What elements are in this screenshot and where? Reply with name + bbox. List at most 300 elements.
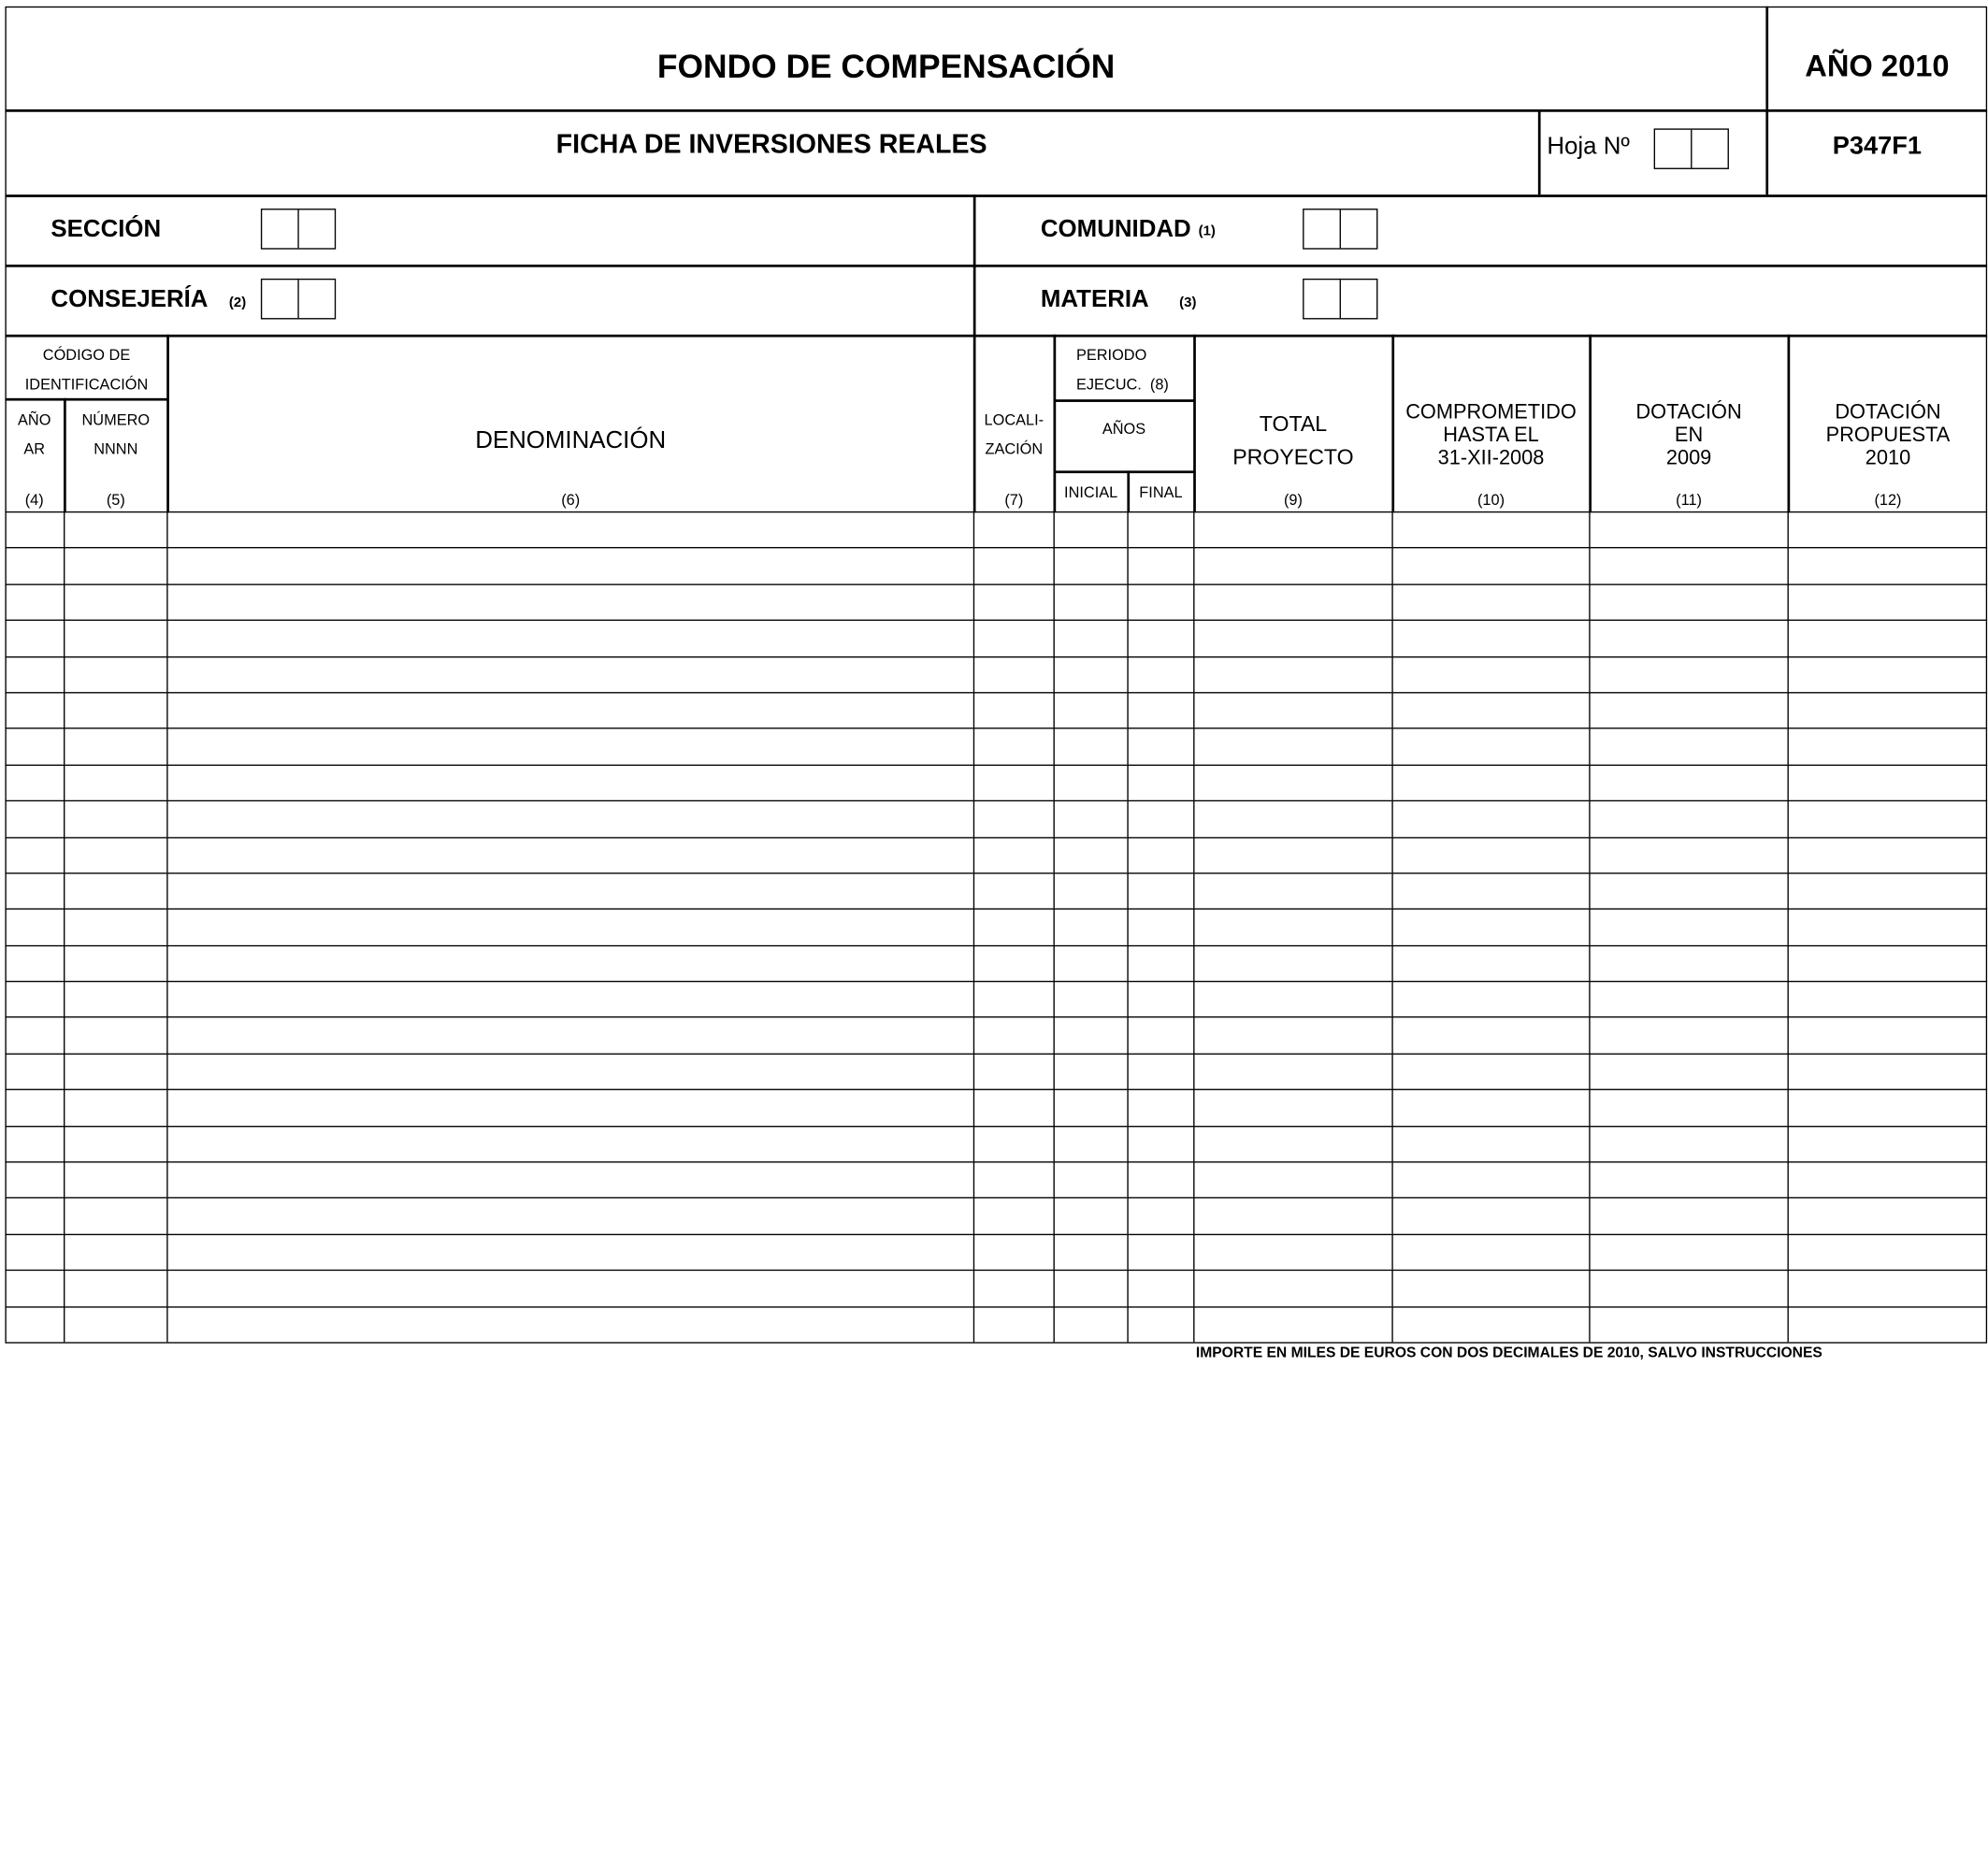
materia-field[interactable]	[1303, 279, 1377, 320]
cell-comprometido[interactable]	[1391, 548, 1589, 584]
cell-ano[interactable]	[5, 1017, 64, 1054]
cell-final[interactable]	[1127, 655, 1193, 692]
cell-ano[interactable]	[5, 1161, 64, 1198]
cell-ano[interactable]	[5, 692, 64, 728]
table-row	[5, 872, 1987, 909]
cell-comprometido[interactable]	[1391, 1198, 1589, 1234]
cell-denominacion[interactable]	[166, 1198, 973, 1234]
divider	[5, 335, 1987, 337]
cell-inicial[interactable]	[1053, 1126, 1127, 1162]
cell-denominacion[interactable]	[166, 1126, 973, 1162]
cell-numero[interactable]	[64, 909, 166, 945]
seccion-label: SECCIÓN	[50, 216, 162, 243]
cell-total[interactable]	[1193, 1161, 1391, 1198]
form-code: P347F1	[1832, 132, 1923, 161]
cell-denominacion[interactable]	[166, 1089, 973, 1126]
cell-dotacion[interactable]	[1589, 548, 1787, 584]
cell-total[interactable]	[1193, 1233, 1391, 1270]
cell-localizacion[interactable]	[973, 1053, 1054, 1089]
periodo-header-1: PERIODO	[1075, 346, 1147, 365]
cell-localizacion[interactable]	[973, 909, 1054, 945]
cell-numero[interactable]	[64, 692, 166, 728]
cell-ano[interactable]	[5, 872, 64, 909]
cell-inicial[interactable]	[1053, 728, 1127, 765]
cell-propuesta[interactable]	[1788, 1161, 1988, 1198]
cell-inicial[interactable]	[1053, 1270, 1127, 1306]
cell-dotacion[interactable]	[1589, 1126, 1787, 1162]
cell-localizacion[interactable]	[973, 872, 1054, 909]
cell-localizacion[interactable]	[973, 583, 1054, 620]
cell-final[interactable]	[1127, 872, 1193, 909]
ano-header-2: AR	[23, 439, 46, 458]
cell-denominacion[interactable]	[166, 1053, 973, 1089]
table-row	[5, 1017, 1987, 1054]
cell-numero[interactable]	[64, 1198, 166, 1234]
table-row	[5, 1306, 1987, 1343]
cell-numero[interactable]	[64, 1161, 166, 1198]
localizacion-header-2: ZACIÓN	[985, 439, 1044, 458]
cell-propuesta[interactable]	[1788, 1089, 1988, 1126]
cell-total[interactable]	[1193, 548, 1391, 584]
cell-localizacion[interactable]	[973, 548, 1054, 584]
ano-ref: (4)	[24, 491, 44, 510]
cell-total[interactable]	[1193, 909, 1391, 945]
cell-ano[interactable]	[5, 548, 64, 584]
cell-dotacion[interactable]	[1589, 981, 1787, 1017]
cell-denominacion[interactable]	[166, 837, 973, 873]
cell-final[interactable]	[1127, 1306, 1193, 1343]
divider	[5, 265, 1987, 266]
consejeria-label: CONSEJERÍA	[50, 286, 209, 313]
cell-final[interactable]	[1127, 583, 1193, 620]
cell-localizacion[interactable]	[973, 1126, 1054, 1162]
cell-numero[interactable]	[64, 764, 166, 800]
cell-comprometido[interactable]	[1391, 511, 1589, 548]
cell-comprometido[interactable]	[1391, 872, 1589, 909]
cell-final[interactable]	[1127, 1270, 1193, 1306]
table-row	[5, 511, 1987, 548]
table-row	[5, 1053, 1987, 1089]
table-row	[5, 837, 1987, 873]
cell-ano[interactable]	[5, 981, 64, 1017]
cell-propuesta[interactable]	[1788, 764, 1988, 800]
cell-dotacion[interactable]	[1589, 1017, 1787, 1054]
cell-propuesta[interactable]	[1788, 1053, 1988, 1089]
cell-final[interactable]	[1127, 511, 1193, 548]
cell-comprometido[interactable]	[1391, 944, 1589, 981]
cell-localizacion[interactable]	[973, 1198, 1054, 1234]
cell-total[interactable]	[1193, 800, 1391, 837]
cell-final[interactable]	[1127, 1017, 1193, 1054]
cell-ano[interactable]	[5, 511, 64, 548]
cell-comprometido[interactable]	[1391, 620, 1589, 656]
table-row	[5, 620, 1987, 656]
comunidad-field[interactable]	[1303, 209, 1377, 250]
cell-inicial[interactable]	[1053, 655, 1127, 692]
cell-dotacion[interactable]	[1589, 583, 1787, 620]
cell-total[interactable]	[1193, 655, 1391, 692]
cell-dotacion[interactable]	[1589, 1161, 1787, 1198]
cell-total[interactable]	[1193, 1017, 1391, 1054]
cell-total[interactable]	[1193, 981, 1391, 1017]
cell-ano[interactable]	[5, 800, 64, 837]
cell-propuesta[interactable]	[1788, 1126, 1988, 1162]
cell-total[interactable]	[1193, 1089, 1391, 1126]
cell-propuesta[interactable]	[1788, 1270, 1988, 1306]
cell-numero[interactable]	[64, 548, 166, 584]
cell-ano[interactable]	[5, 909, 64, 945]
cell-numero[interactable]	[64, 1017, 166, 1054]
cell-numero[interactable]	[64, 1089, 166, 1126]
cell-comprometido[interactable]	[1391, 692, 1589, 728]
cell-comprometido[interactable]	[1391, 1306, 1589, 1343]
cell-inicial[interactable]	[1053, 692, 1127, 728]
cell-localizacion[interactable]	[973, 800, 1054, 837]
cell-propuesta[interactable]	[1788, 944, 1988, 981]
cell-inicial[interactable]	[1053, 872, 1127, 909]
cell-total[interactable]	[1193, 1306, 1391, 1343]
cell-propuesta[interactable]	[1788, 548, 1988, 584]
cell-dotacion[interactable]	[1589, 872, 1787, 909]
cell-localizacion[interactable]	[973, 511, 1054, 548]
numero-header-2: NNNN	[94, 439, 138, 458]
cell-propuesta[interactable]	[1788, 1306, 1988, 1343]
cell-comprometido[interactable]	[1391, 1270, 1589, 1306]
form-year: AÑO 2010	[1805, 50, 1950, 84]
cell-total[interactable]	[1193, 511, 1391, 548]
cell-inicial[interactable]	[1053, 1233, 1127, 1270]
cell-propuesta[interactable]	[1788, 655, 1988, 692]
cell-ano[interactable]	[5, 1053, 64, 1089]
cell-final[interactable]	[1127, 764, 1193, 800]
investment-table-body	[5, 511, 1987, 1342]
cell-inicial[interactable]	[1053, 583, 1127, 620]
table-row	[5, 1233, 1987, 1270]
cell-localizacion[interactable]	[973, 620, 1054, 656]
cell-total[interactable]	[1193, 837, 1391, 873]
cell-dotacion[interactable]	[1589, 764, 1787, 800]
cell-denominacion[interactable]	[166, 872, 973, 909]
cell-inicial[interactable]	[1053, 1161, 1127, 1198]
consejeria-ref: (2)	[228, 295, 247, 310]
cell-dotacion[interactable]	[1589, 1053, 1787, 1089]
cell-final[interactable]	[1127, 981, 1193, 1017]
cell-denominacion[interactable]	[166, 981, 973, 1017]
cell-localizacion[interactable]	[973, 1017, 1054, 1054]
cell-numero[interactable]	[64, 1053, 166, 1089]
cell-localizacion[interactable]	[973, 1233, 1054, 1270]
table-row	[5, 944, 1987, 981]
materia-ref: (3)	[1179, 295, 1197, 310]
cell-dotacion[interactable]	[1589, 944, 1787, 981]
cell-ano[interactable]	[5, 1233, 64, 1270]
divider	[1053, 470, 1194, 472]
cell-dotacion[interactable]	[1589, 1270, 1787, 1306]
cell-numero[interactable]	[64, 511, 166, 548]
cell-final[interactable]	[1127, 944, 1193, 981]
consejeria-field[interactable]	[261, 279, 336, 320]
cell-comprometido[interactable]	[1391, 728, 1589, 765]
cell-denominacion[interactable]	[166, 1017, 973, 1054]
cell-dotacion[interactable]	[1589, 800, 1787, 837]
cell-denominacion[interactable]	[166, 1161, 973, 1198]
cell-total[interactable]	[1193, 692, 1391, 728]
propuesta-header-1: DOTACIÓN	[1835, 401, 1941, 424]
table-row	[5, 800, 1987, 837]
divider	[1765, 7, 1767, 194]
cell-comprometido[interactable]	[1391, 800, 1589, 837]
propuesta-ref: (12)	[1874, 491, 1902, 510]
cell-propuesta[interactable]	[1788, 1198, 1988, 1234]
divider	[1053, 399, 1194, 401]
cell-ano[interactable]	[5, 1306, 64, 1343]
cell-propuesta[interactable]	[1788, 1017, 1988, 1054]
cell-propuesta[interactable]	[1788, 837, 1988, 873]
inicial-header: INICIAL	[1064, 482, 1118, 502]
divider	[5, 109, 1987, 111]
cell-inicial[interactable]	[1053, 981, 1127, 1017]
cell-denominacion[interactable]	[166, 728, 973, 765]
cell-localizacion[interactable]	[973, 655, 1054, 692]
cell-ano[interactable]	[5, 655, 64, 692]
cell-numero[interactable]	[64, 1306, 166, 1343]
cell-total[interactable]	[1193, 583, 1391, 620]
cell-comprometido[interactable]	[1391, 655, 1589, 692]
sheet-number-label: Hoja Nº	[1547, 133, 1630, 161]
cell-dotacion[interactable]	[1589, 909, 1787, 945]
cell-ano[interactable]	[5, 764, 64, 800]
cell-comprometido[interactable]	[1391, 1017, 1589, 1054]
propuesta-header-2: PROPUESTA	[1825, 424, 1951, 447]
anos-header: AÑOS	[1102, 419, 1146, 439]
cell-denominacion[interactable]	[166, 692, 973, 728]
cell-ano[interactable]	[5, 1270, 64, 1306]
cell-propuesta[interactable]	[1788, 620, 1988, 656]
divider	[5, 194, 1987, 196]
cell-total[interactable]	[1193, 620, 1391, 656]
cell-localizacion[interactable]	[973, 837, 1054, 873]
cell-denominacion[interactable]	[166, 511, 973, 548]
dotacion-header-3: 2009	[1665, 447, 1712, 470]
cell-propuesta[interactable]	[1788, 1233, 1988, 1270]
cell-localizacion[interactable]	[973, 1089, 1054, 1126]
cell-localizacion[interactable]	[973, 981, 1054, 1017]
cell-total[interactable]	[1193, 728, 1391, 765]
cell-inicial[interactable]	[1053, 800, 1127, 837]
numero-header-1: NÚMERO	[81, 410, 151, 429]
cell-ano[interactable]	[5, 837, 64, 873]
cell-ano[interactable]	[5, 1198, 64, 1234]
cell-propuesta[interactable]	[1788, 511, 1988, 548]
cell-final[interactable]	[1127, 620, 1193, 656]
cell-denominacion[interactable]	[166, 800, 973, 837]
cell-inicial[interactable]	[1053, 1053, 1127, 1089]
cell-inicial[interactable]	[1053, 837, 1127, 873]
cell-final[interactable]	[1127, 1198, 1193, 1234]
divider	[5, 398, 167, 400]
cell-dotacion[interactable]	[1589, 692, 1787, 728]
cell-dotacion[interactable]	[1589, 1089, 1787, 1126]
cell-comprometido[interactable]	[1391, 837, 1589, 873]
table-row	[5, 1089, 1987, 1126]
seccion-field[interactable]	[261, 209, 336, 250]
cell-numero[interactable]	[64, 800, 166, 837]
cell-inicial[interactable]	[1053, 764, 1127, 800]
cell-propuesta[interactable]	[1788, 981, 1988, 1017]
cell-ano[interactable]	[5, 944, 64, 981]
numero-ref: (5)	[106, 491, 125, 510]
propuesta-header-3: 2010	[1865, 447, 1911, 470]
cell-localizacion[interactable]	[973, 944, 1054, 981]
comunidad-label: COMUNIDAD	[1040, 216, 1191, 243]
total-ref: (9)	[1283, 491, 1303, 510]
table-row	[5, 1161, 1987, 1198]
cell-ano[interactable]	[5, 728, 64, 765]
cell-final[interactable]	[1127, 1089, 1193, 1126]
cell-ano[interactable]	[5, 583, 64, 620]
cell-denominacion[interactable]	[166, 548, 973, 584]
cell-numero[interactable]	[64, 872, 166, 909]
cell-ano[interactable]	[5, 1089, 64, 1126]
codigo-header-2: IDENTIFICACIÓN	[24, 375, 149, 394]
cell-comprometido[interactable]	[1391, 1053, 1589, 1089]
cell-total[interactable]	[1193, 764, 1391, 800]
periodo-header-2: EJECUC. (8)	[1075, 375, 1169, 394]
table-row	[5, 981, 1987, 1017]
cell-dotacion[interactable]	[1589, 655, 1787, 692]
cell-final[interactable]	[1127, 1053, 1193, 1089]
cell-localizacion[interactable]	[973, 1306, 1054, 1343]
dotacion-header-2: EN	[1674, 424, 1704, 447]
cell-numero[interactable]	[64, 728, 166, 765]
cell-dotacion[interactable]	[1589, 1233, 1787, 1270]
cell-localizacion[interactable]	[973, 1270, 1054, 1306]
form-title: FONDO DE COMPENSACIÓN	[656, 47, 1116, 86]
comunidad-ref: (1)	[1198, 223, 1216, 239]
sheet-number-field[interactable]	[1654, 128, 1729, 169]
cell-numero[interactable]	[64, 1233, 166, 1270]
cell-final[interactable]	[1127, 1161, 1193, 1198]
cell-final[interactable]	[1127, 1126, 1193, 1162]
cell-numero[interactable]	[64, 620, 166, 656]
footer-note: IMPORTE EN MILES DE EUROS CON DOS DECIMALES DE 2010, SALVO INSTRUCCIONES	[1195, 1345, 1822, 1361]
divider	[1538, 109, 1540, 194]
cell-dotacion[interactable]	[1589, 1306, 1787, 1343]
comprometido-header-1: COMPROMETIDO	[1405, 401, 1577, 424]
cell-localizacion[interactable]	[973, 728, 1054, 765]
cell-inicial[interactable]	[1053, 944, 1127, 981]
cell-dotacion[interactable]	[1589, 511, 1787, 548]
table-row	[5, 655, 1987, 692]
cell-numero[interactable]	[64, 583, 166, 620]
cell-localizacion[interactable]	[973, 1161, 1054, 1198]
cell-denominacion[interactable]	[166, 909, 973, 945]
cell-denominacion[interactable]	[166, 1306, 973, 1343]
cell-comprometido[interactable]	[1391, 1126, 1589, 1162]
cell-propuesta[interactable]	[1788, 872, 1988, 909]
cell-inicial[interactable]	[1053, 909, 1127, 945]
cell-propuesta[interactable]	[1788, 728, 1988, 765]
cell-denominacion[interactable]	[166, 764, 973, 800]
cell-total[interactable]	[1193, 1198, 1391, 1234]
table-row	[5, 548, 1987, 584]
cell-denominacion[interactable]	[166, 620, 973, 656]
cell-total[interactable]	[1193, 1126, 1391, 1162]
cell-inicial[interactable]	[1053, 1017, 1127, 1054]
cell-dotacion[interactable]	[1589, 1198, 1787, 1234]
cell-denominacion[interactable]	[166, 1233, 973, 1270]
cell-numero[interactable]	[64, 837, 166, 873]
cell-inicial[interactable]	[1053, 1306, 1127, 1343]
localizacion-header-1: LOCALI-	[984, 410, 1044, 429]
cell-final[interactable]	[1127, 800, 1193, 837]
cell-denominacion[interactable]	[166, 944, 973, 981]
cell-dotacion[interactable]	[1589, 837, 1787, 873]
cell-comprometido[interactable]	[1391, 981, 1589, 1017]
cell-denominacion[interactable]	[166, 655, 973, 692]
cell-localizacion[interactable]	[973, 764, 1054, 800]
cell-comprometido[interactable]	[1391, 1089, 1589, 1126]
cell-propuesta[interactable]	[1788, 909, 1988, 945]
cell-total[interactable]	[1193, 1053, 1391, 1089]
cell-inicial[interactable]	[1053, 1089, 1127, 1126]
cell-numero[interactable]	[64, 655, 166, 692]
cell-propuesta[interactable]	[1788, 583, 1988, 620]
cell-final[interactable]	[1127, 728, 1193, 765]
cell-propuesta[interactable]	[1788, 800, 1988, 837]
cell-final[interactable]	[1127, 548, 1193, 584]
dotacion-ref: (11)	[1676, 491, 1702, 510]
cell-dotacion[interactable]	[1589, 728, 1787, 765]
cell-comprometido[interactable]	[1391, 1233, 1589, 1270]
final-header: FINAL	[1139, 482, 1183, 502]
cell-ano[interactable]	[5, 620, 64, 656]
divider	[973, 194, 975, 512]
total-header-1: TOTAL	[1259, 411, 1328, 437]
cell-final[interactable]	[1127, 1233, 1193, 1270]
cell-inicial[interactable]	[1053, 548, 1127, 584]
cell-final[interactable]	[1127, 692, 1193, 728]
cell-inicial[interactable]	[1053, 511, 1127, 548]
cell-numero[interactable]	[64, 1270, 166, 1306]
cell-inicial[interactable]	[1053, 1198, 1127, 1234]
cell-total[interactable]	[1193, 872, 1391, 909]
cell-numero[interactable]	[64, 1126, 166, 1162]
localizacion-ref: (7)	[1004, 491, 1024, 510]
cell-inicial[interactable]	[1053, 620, 1127, 656]
ano-header-1: AÑO	[18, 410, 51, 429]
cell-localizacion[interactable]	[973, 692, 1054, 728]
cell-comprometido[interactable]	[1391, 909, 1589, 945]
cell-comprometido[interactable]	[1391, 1161, 1589, 1198]
cell-dotacion[interactable]	[1589, 620, 1787, 656]
cell-ano[interactable]	[5, 1126, 64, 1162]
cell-comprometido[interactable]	[1391, 764, 1589, 800]
cell-total[interactable]	[1193, 944, 1391, 981]
cell-denominacion[interactable]	[166, 583, 973, 620]
cell-comprometido[interactable]	[1391, 583, 1589, 620]
cell-total[interactable]	[1193, 1270, 1391, 1306]
cell-final[interactable]	[1127, 909, 1193, 945]
comprometido-header-2: HASTA EL	[1443, 424, 1539, 447]
cell-numero[interactable]	[64, 944, 166, 981]
form-subtitle: FICHA DE INVERSIONES REALES	[555, 129, 987, 160]
cell-propuesta[interactable]	[1788, 692, 1988, 728]
cell-final[interactable]	[1127, 837, 1193, 873]
cell-denominacion[interactable]	[166, 1270, 973, 1306]
comprometido-ref: (10)	[1477, 491, 1505, 510]
cell-numero[interactable]	[64, 981, 166, 1017]
